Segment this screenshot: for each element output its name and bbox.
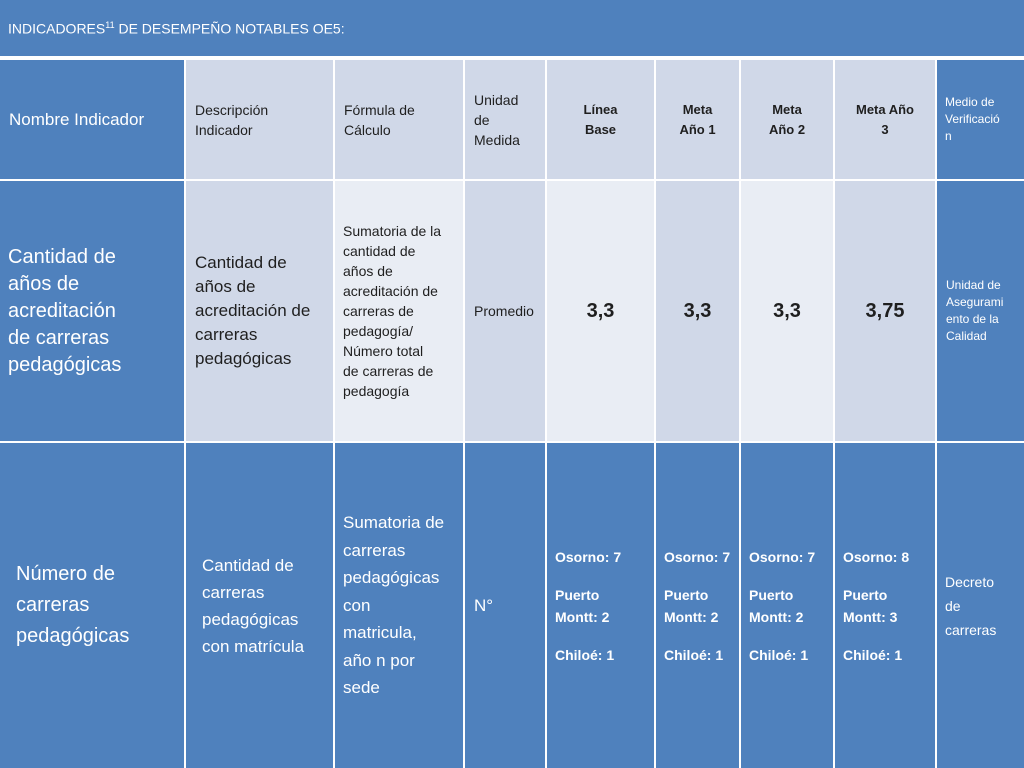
header-meta-1: Meta Año 1 bbox=[656, 60, 739, 179]
header-descripcion: Descripción Indicador bbox=[186, 60, 333, 179]
header-formula: Fórmula de Cálculo bbox=[335, 60, 463, 179]
header-meta-3: Meta Año 3 bbox=[835, 60, 935, 179]
table-title: INDICADORES$^{11}$ DE DESEMPEÑO NOTABLES OE5: bbox=[0, 0, 1024, 56]
row1-meta-1: 3,3 bbox=[656, 181, 739, 441]
header-meta-2: Meta Año 2 bbox=[741, 60, 833, 179]
row2-medio: Decreto de carreras bbox=[937, 443, 1024, 768]
row2-formula: Sumatoria de carreras pedagógicas con matricula, año n por sede bbox=[335, 443, 463, 768]
row2-nombre: Número de carreras pedagógicas bbox=[0, 443, 184, 768]
row1-unidad: Promedio bbox=[465, 181, 545, 441]
row2-linea-base: Osorno: 7 Puerto Montt: 2 Chiloé: 1 bbox=[547, 443, 654, 768]
row1-meta-3: 3,75 bbox=[835, 181, 935, 441]
row1-linea-base: 3,3 bbox=[547, 181, 654, 441]
header-unidad: Unidad de Medida bbox=[465, 60, 545, 179]
row2-meta-1: Osorno: 7 Puerto Montt: 2 Chiloé: 1 bbox=[656, 443, 739, 768]
header-linea-base: Línea Base bbox=[547, 60, 654, 179]
row2-unidad: N° bbox=[465, 443, 545, 768]
header-nombre-indicador: Nombre Indicador bbox=[0, 60, 184, 179]
header-medio-verificacion: Medio de Verificació n bbox=[937, 60, 1024, 179]
row1-descripcion: Cantidad de años de acreditación de carreras pedagógicas bbox=[186, 181, 333, 441]
row2-descripcion: Cantidad de carreras pedagógicas con matrícula bbox=[186, 443, 333, 768]
row2-meta-3: Osorno: 8 Puerto Montt: 3 Chiloé: 1 bbox=[835, 443, 935, 768]
row1-meta-2: 3,3 bbox=[741, 181, 833, 441]
row2-meta-2: Osorno: 7 Puerto Montt: 2 Chiloé: 1 bbox=[741, 443, 833, 768]
row1-formula: Sumatoria de la cantidad de años de acreditación de carreras de pedagogía/ Número total de carreras de pedagogía bbox=[335, 181, 463, 441]
row1-nombre: Cantidad de años de acreditación de carreras pedagógicas bbox=[0, 181, 184, 441]
row1-medio: Unidad de Asegurami ento de la Calidad bbox=[937, 181, 1024, 441]
